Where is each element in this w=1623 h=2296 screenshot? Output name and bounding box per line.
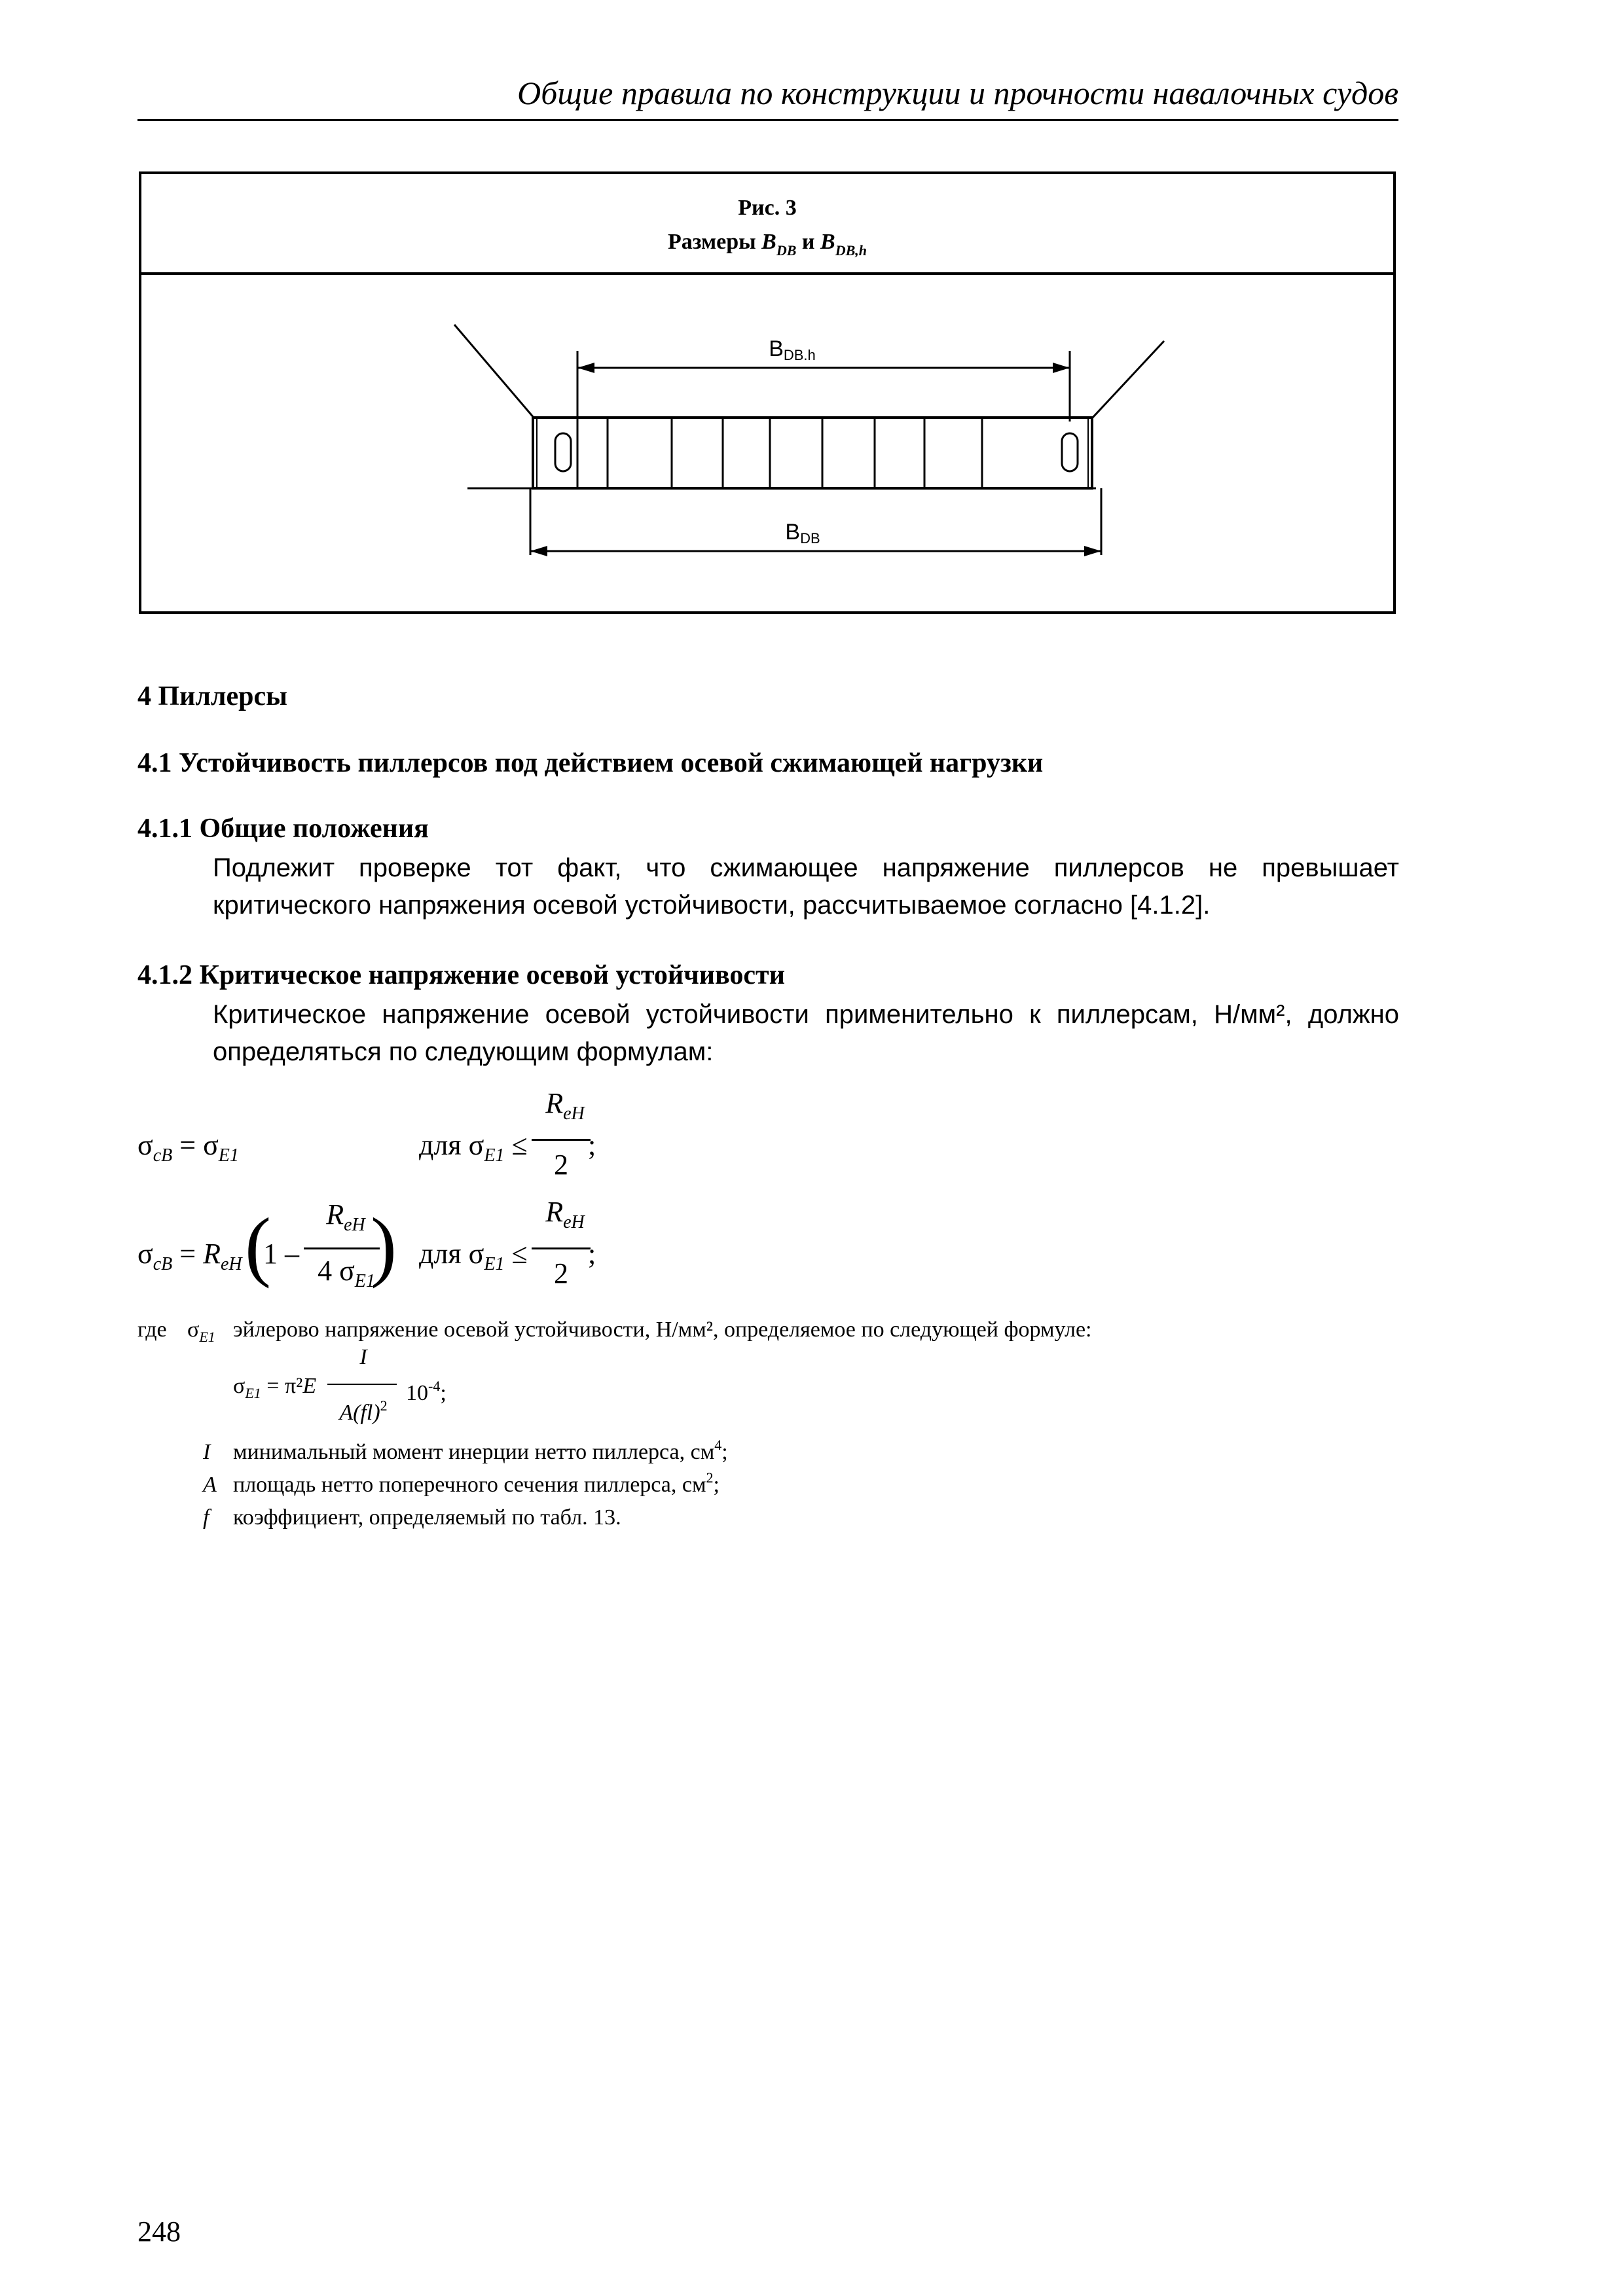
euler-numerator: I [359,1345,367,1369]
formula-1-lhs: $\sigma_{cB} = \sigma_{E1}$ [137,1129,239,1166]
formula-2-numerator: $R_{eH}$ [545,1196,585,1232]
double-bottom-diagram [141,272,1393,611]
formula-2-fraction-bar [532,1247,591,1249]
left-hopper-line [454,325,534,418]
formula-2-condition: для $\sigma_{E1}$ ≤ [419,1238,528,1274]
euler-fraction-bar [327,1384,397,1385]
formula-2-semicolon: ; [588,1238,596,1270]
formula-2-open-paren: ( [245,1202,271,1289]
heading-4: 4 Пиллерсы [137,681,287,711]
euler-factor: $10^{-4}$; [406,1378,447,1405]
dim-top-arrow-left [577,363,594,373]
dim-bottom-arrow-left [530,546,547,556]
var-A-line: A площадь нетто поперечного сечения пиллерса, $см^2$; [203,1469,720,1497]
paragraph-4-1-1: Подлежит проверке тот факт, что сжимающее напряжение пиллерсов не превышает критического напряжения осевой устойчивости, рассчитываемое согласно [4.1.2]. [213,853,1399,920]
heading-4-1-1: 4.1.1 Общие положения [137,814,429,844]
double-bottom-block [533,418,1092,488]
formula-1-semicolon: ; [588,1129,596,1161]
dim-bottom-label: BDB [785,520,820,547]
figure-title-b2: B [820,230,835,254]
heading-4-1: 4.1 Устойчивость пиллерсов под действием осевой сжимающей нагрузки [137,748,1044,778]
var-f-line: f коэффициент, определяемый по табл. 13. [203,1505,621,1530]
heading-4-1-2: 4.1.2 Критическое напряжение осевой устойчивости [137,960,785,990]
var-I-line: I минимальный момент инерции нетто пиллерса, $см^4$; [203,1437,728,1464]
right-hopper-line [1092,341,1164,418]
running-header: Общие правила по конструкции и прочности навалочных судов [517,75,1398,111]
figure-caption [141,174,1393,275]
formula-2-inner-bar [304,1247,380,1249]
figure-number: Рис. 3 [738,196,797,220]
dim-top-arrow-right [1053,363,1070,373]
lightening-hole-right [1062,433,1078,471]
figure-title-b1: B [761,230,776,254]
formula-1-denominator: 2 [554,1149,568,1181]
formula-2-inner-denominator: 4 $\sigma_{E1}$ [318,1255,375,1291]
formula-2-lhs: $\sigma_{cB} = R_{eH}$ [137,1238,242,1274]
figure-title-conj: и [801,230,815,254]
where-label: где [137,1318,167,1342]
where-sigma-symbol: $\sigma_{E1}$ [187,1318,215,1345]
figure-title-b2-sub: DB,h [835,242,867,259]
formula-1-fraction-bar [532,1139,591,1141]
formula-2-one-minus: 1 – [263,1238,299,1270]
formula-1-condition: для $\sigma_{E1}$ ≤ [419,1129,528,1166]
header-rule [137,119,1398,121]
dim-bottom-arrow-right [1084,546,1101,556]
figure-title-prefix: Размеры [668,230,756,254]
page-number: 248 [137,2215,181,2248]
euler-formula-lhs: $\sigma_{E1} = \pi^2E$ [233,1374,317,1401]
formula-2-close-paren: ) [371,1202,397,1289]
figure-title [141,228,1393,265]
formula-2-denominator: 2 [554,1257,568,1289]
formula-2-inner-numerator: $R_{eH}$ [326,1198,365,1235]
figure-frame [139,171,1396,614]
figure-title-b1-sub: DB [776,242,797,259]
where-sigma-desc: эйлерово напряжение осевой устойчивости, Н/мм², определяемое по следующей формуле: [233,1318,1092,1342]
lightening-hole-left [555,433,571,471]
paragraph-4-1-2: Критическое напряжение осевой устойчивости применительно к пиллерсам, Н/мм², должно определяться по следующим формулам: [213,1000,1399,1066]
formula-1-numerator: $R_{eH}$ [545,1087,585,1124]
euler-denominator: A(fl)$^2$ [339,1397,388,1425]
dim-top-label: BDB.h [769,336,816,363]
